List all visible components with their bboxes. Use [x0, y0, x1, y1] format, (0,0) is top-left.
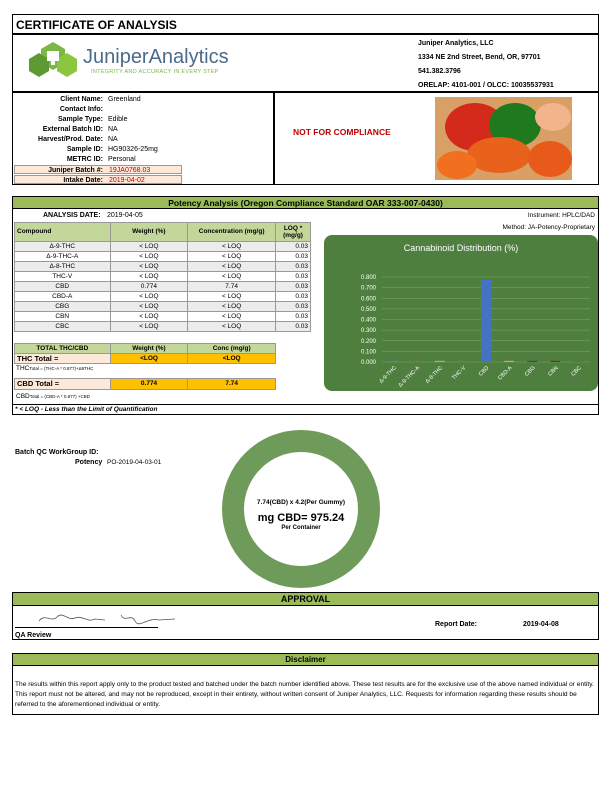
col-loq-label: LOQ * — [283, 225, 303, 232]
cell-compound: CBC — [15, 322, 111, 332]
chart-bar — [412, 361, 422, 362]
chart-title: Cannabinoid Distribution (%) — [403, 243, 519, 253]
cell-compound: CBN — [15, 312, 111, 322]
potency-title: Potency Analysis (Oregon Compliance Standard OAR 333-007-0430) — [168, 198, 443, 208]
chart-y-tick-label: 0.300 — [360, 328, 376, 335]
batch-row — [14, 165, 182, 174]
thc-formula-main: THC — [16, 365, 30, 372]
chart-x-tick-label: CBG — [523, 365, 537, 378]
chart-x-tick-label: Δ-8-THC — [424, 365, 445, 385]
chart-y-ticks — [361, 275, 377, 366]
cell-conc: < LOQ — [188, 242, 276, 252]
cell-conc: < LOQ — [188, 262, 276, 272]
chart-y-tick-label: 0.800 — [360, 275, 376, 281]
loq-note-row — [13, 404, 598, 414]
compliance-box — [274, 92, 599, 185]
cell-conc: < LOQ — [188, 252, 276, 262]
cell-loq: 0.03 — [276, 242, 311, 252]
report-date: 2019-04-08 — [523, 621, 559, 628]
qc-potency-value: PO-2019-04-03-01 — [107, 459, 162, 466]
col-loq-unit: (mg/g) — [283, 232, 303, 239]
cbd-donut — [221, 429, 381, 589]
cell-compound: CBD-A — [15, 292, 111, 302]
cell-conc: < LOQ — [188, 312, 276, 322]
totals-header-conc: Conc (mg/g) — [188, 344, 276, 354]
table-row — [15, 292, 311, 302]
lab-licenses: ORELAP: 4101-001 / OLCC: 10035537931 — [418, 82, 554, 89]
potency-rows — [15, 242, 311, 332]
cell-loq: 0.03 — [276, 282, 311, 292]
potency-title-bar — [13, 197, 598, 209]
chart-x-tick-label: Δ-9-THC — [378, 365, 398, 385]
cell-compound: Δ-9-THC-A — [15, 252, 111, 262]
cell-loq: 0.03 — [276, 292, 311, 302]
client-field-label: Contact Info: — [59, 106, 103, 113]
signature — [35, 609, 185, 627]
client-field-value: Edible — [108, 116, 128, 123]
cell-weight: < LOQ — [110, 302, 188, 312]
cell-loq: 0.03 — [276, 272, 311, 282]
logo-wordmark: JuniperAnalytics — [83, 46, 229, 68]
cbd-total-label: CBD Total = — [15, 379, 111, 390]
chart-y-tick-label: 0.400 — [360, 317, 376, 324]
chart-y-tick-label: 0.100 — [360, 349, 376, 356]
chart-bar — [458, 361, 468, 362]
potency-section — [12, 196, 599, 415]
client-field-label: External Batch ID: — [42, 126, 103, 133]
batch-label: Juniper Batch #: — [48, 167, 103, 174]
thc-total-conc: <LOQ — [188, 354, 276, 364]
compliance-notice: NOT FOR COMPLIANCE — [293, 127, 391, 137]
lab-info-box — [12, 34, 599, 92]
client-field-label: Sample ID: — [66, 146, 103, 153]
table-row — [15, 242, 311, 252]
chart-x-tick-label: CBN — [547, 365, 560, 378]
analysis-date-label: ANALYSIS DATE: — [43, 212, 101, 219]
client-field-label: Sample Type: — [58, 116, 103, 123]
totals-header-label: TOTAL THC/CBD — [15, 344, 111, 354]
chart-y-tick-label: 0.200 — [360, 338, 376, 345]
intake-row — [14, 175, 182, 184]
cbd-formula-sub: Total = (CBD-A * 0.877) +CBD — [29, 394, 91, 399]
cell-compound: Δ-9-THC — [15, 242, 111, 252]
chart-x-tick-label: CBC — [570, 365, 583, 378]
disclaimer-title-bar — [13, 654, 598, 666]
cell-loq: 0.03 — [276, 302, 311, 312]
chart-bar — [389, 361, 399, 362]
chart-bar — [550, 361, 560, 362]
cell-compound: CBG — [15, 302, 111, 312]
cell-weight: < LOQ — [110, 312, 188, 322]
qc-potency-label: Potency — [75, 459, 103, 466]
sample-photo — [435, 97, 572, 180]
cell-weight: < LOQ — [110, 322, 188, 332]
chart-x-tick-label: CBD — [477, 365, 491, 378]
lab-name: Juniper Analytics, LLC — [418, 40, 494, 47]
chart-y-tick-label: 0.600 — [360, 296, 376, 303]
lab-address: 1334 NE 2nd Street, Bend, OR, 97701 — [418, 54, 541, 61]
table-row — [15, 262, 311, 272]
totals-table — [14, 343, 276, 364]
approval-title-bar — [13, 593, 598, 606]
signature-line — [15, 627, 158, 628]
cell-conc: < LOQ — [188, 272, 276, 282]
table-row — [15, 272, 311, 282]
donut-ring — [233, 441, 369, 577]
col-weight: Weight (%) — [110, 223, 188, 242]
client-field-label: METRC ID: — [66, 156, 103, 163]
cell-weight: < LOQ — [110, 262, 188, 272]
lab-phone: 541.382.3796 — [418, 68, 461, 75]
cell-loq: 0.03 — [276, 312, 311, 322]
chart-bar — [573, 361, 583, 362]
client-field-label: Harvest/Prod. Date: — [38, 136, 103, 143]
chart-y-tick-label: 0.700 — [360, 285, 376, 292]
table-row — [15, 312, 311, 322]
thc-total-label: THC Total = — [15, 354, 111, 364]
disclaimer-section — [12, 653, 599, 715]
chart-bar — [527, 361, 537, 362]
cell-loq: 0.03 — [276, 322, 311, 332]
chart-bar — [435, 361, 445, 362]
table-row — [15, 252, 311, 262]
cell-weight: 0.774 — [110, 282, 188, 292]
batch-value: 19JA0768.03 — [109, 167, 151, 174]
col-compound: Compound — [15, 223, 111, 242]
donut-line3: Per Container — [281, 525, 321, 531]
table-row — [15, 282, 311, 292]
intake-label: Intake Date: — [63, 177, 103, 184]
loq-note: * < LOQ - Less than the Limit of Quantification — [15, 406, 158, 413]
client-field-value: Greenland — [108, 96, 141, 103]
approval-title: APPROVAL — [280, 594, 331, 604]
page-title: CERTIFICATE OF ANALYSIS — [16, 18, 177, 32]
chart-y-tick-label: 0.000 — [360, 360, 376, 366]
chart-y-tick-label: 0.500 — [360, 306, 376, 313]
thc-formula — [16, 365, 93, 372]
potency-table — [14, 222, 311, 332]
analysis-date: 2019-04-05 — [107, 212, 143, 219]
cbd-total-weight: 0.774 — [110, 379, 188, 390]
cbd-formula-main: CBD — [16, 393, 30, 400]
cell-compound: Δ-8-THC — [15, 262, 111, 272]
client-info-box — [12, 92, 274, 185]
cell-compound: CBD — [15, 282, 111, 292]
cell-loq: 0.03 — [276, 252, 311, 262]
disclaimer-text: The results within this report apply only to the product tested and batched under the batch number identified above. These test results are for the exclusive use of the above named individual or entity. This report must not be altered, and may not be reproduced, except in their entirety, without written consent of Juniper Analytics, LLC. Requests for information regarding these results should be referred to the aforementioned individual or entity. — [15, 681, 594, 708]
cell-weight: < LOQ — [110, 272, 188, 282]
certificate-header — [12, 14, 599, 34]
cell-conc: < LOQ — [188, 322, 276, 332]
method: Method: JA-Potency-Proprietary — [502, 224, 595, 231]
table-row — [15, 302, 311, 312]
client-field-value: HG90326-25mg — [108, 146, 158, 153]
qa-review-label: QA Review — [15, 632, 52, 639]
report-date-label: Report Date: — [435, 621, 478, 628]
thc-formula-sub: Total = (THC-A * 0.877)+Δ9THC — [29, 366, 94, 371]
totals-header-weight: Weight (%) — [110, 344, 188, 354]
cbd-total-conc: 7.74 — [188, 379, 276, 390]
table-row — [15, 322, 311, 332]
chart-x-tick-label: Δ-9-THC-A — [397, 365, 422, 389]
cannabinoid-chart — [324, 235, 598, 391]
donut-line1: 7.74(CBD) x 4.2(Per Gummy) — [256, 499, 346, 506]
qc-workgroup-label: Batch QC WorkGroup ID: — [15, 449, 99, 456]
client-field-value: NA — [108, 126, 118, 133]
cell-conc: < LOQ — [188, 292, 276, 302]
donut-line2: mg CBD= 975.24 — [257, 512, 345, 524]
cell-conc: < LOQ — [188, 302, 276, 312]
logo-icon — [29, 41, 77, 79]
disclaimer-title: Disclaimer — [285, 655, 326, 664]
approval-section — [12, 592, 599, 640]
cbd-formula — [16, 393, 90, 400]
chart-x-tick-label: CBD-A — [497, 365, 514, 382]
cell-conc: 7.74 — [188, 282, 276, 292]
intake-value: 2019-04-02 — [109, 177, 145, 184]
logo-tagline: INTEGRITY AND ACCURACY IN EVERY STEP — [91, 69, 219, 75]
cell-compound: THC-V — [15, 272, 111, 282]
cell-loq: 0.03 — [276, 262, 311, 272]
chart-bar — [504, 361, 514, 362]
client-field-label: Client Name: — [60, 96, 103, 103]
cbd-total-table — [14, 378, 276, 390]
col-conc: Concentration (mg/g) — [188, 223, 276, 242]
chart-bar — [481, 280, 491, 362]
col-loq — [276, 223, 311, 242]
cell-weight: < LOQ — [110, 252, 188, 262]
client-field-value: NA — [108, 136, 118, 143]
chart-x-tick-label: THC-V — [451, 365, 468, 382]
cell-weight: < LOQ — [110, 242, 188, 252]
client-field-value: Personal — [108, 156, 136, 163]
cell-weight: < LOQ — [110, 292, 188, 302]
thc-total-weight: <LOQ — [110, 354, 188, 364]
instrument: Instrument: HPLC/DAD — [527, 212, 595, 219]
